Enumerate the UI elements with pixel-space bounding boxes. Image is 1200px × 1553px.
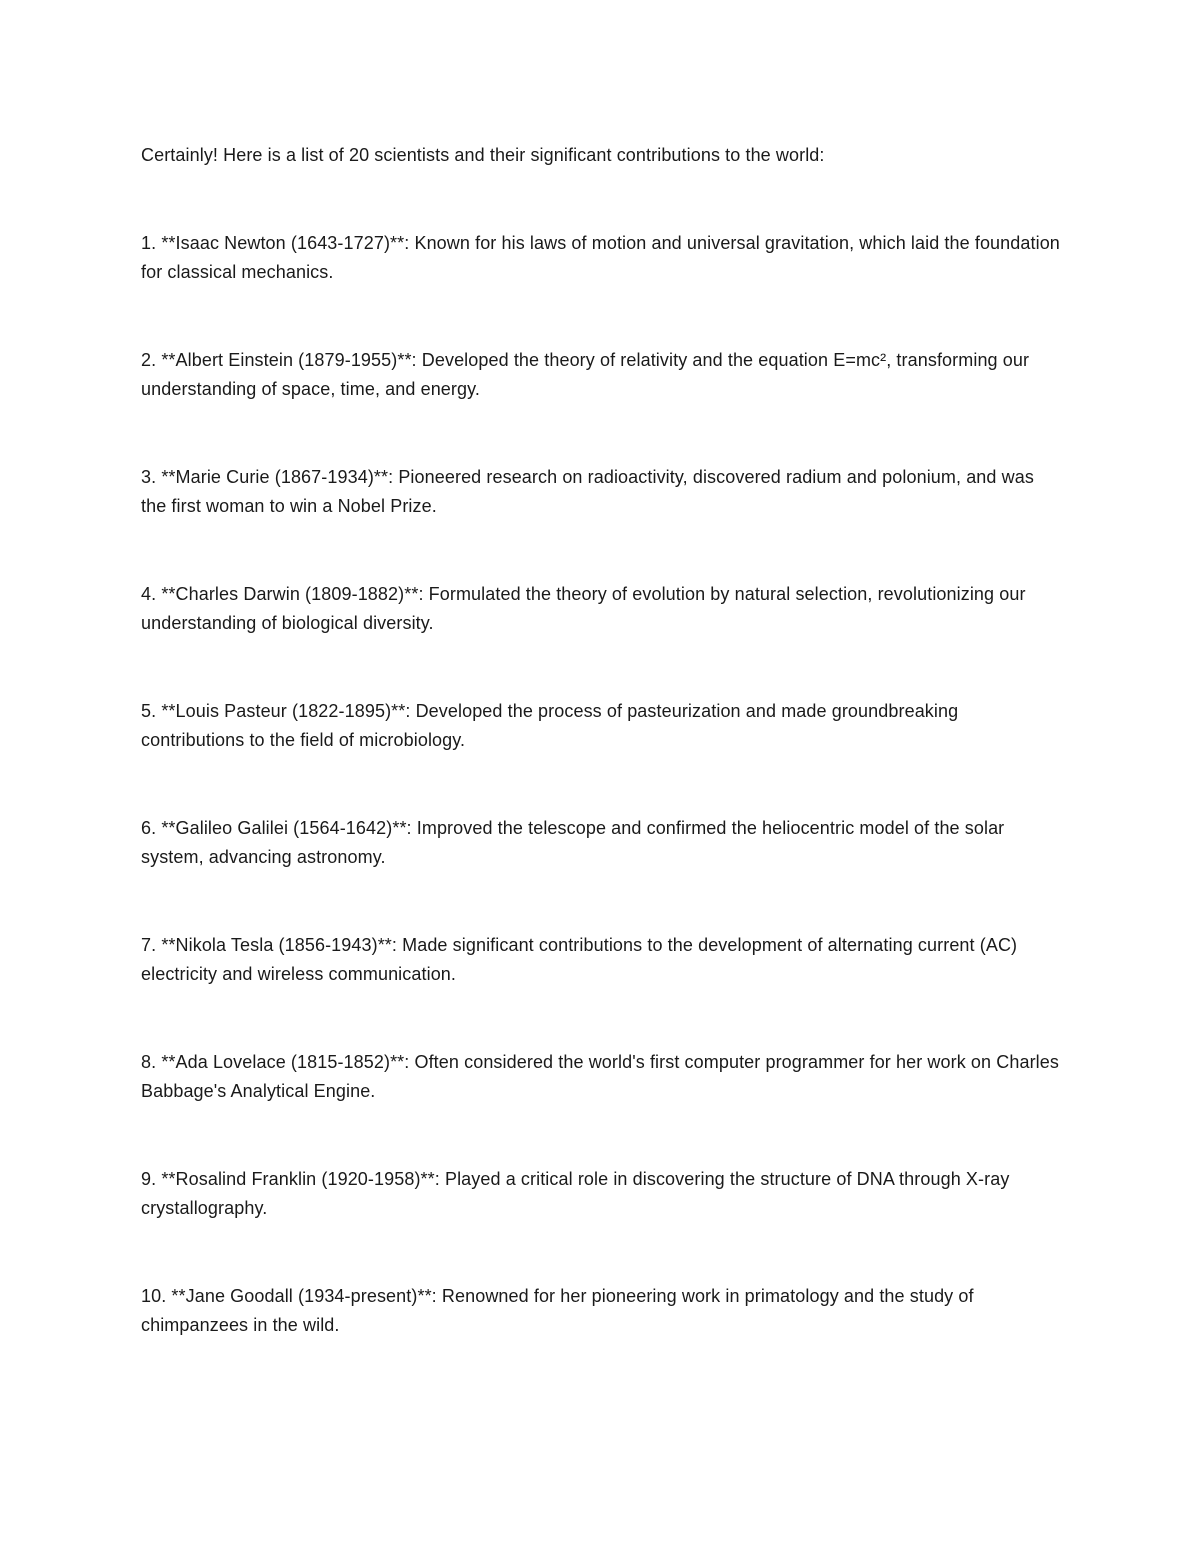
list-item-2: 2. **Albert Einstein (1879-1955)**: Developed the theory of relativity and the equation E=mc², transforming our understanding of space, time, and energy. — [141, 350, 1030, 399]
list-item-7: 7. **Nikola Tesla (1856-1943)**: Made significant contributions to the development of alternating current (AC) electricity and wireless communication. — [141, 935, 1018, 984]
list-item-9: 9. **Rosalind Franklin (1920-1958)**: Played a critical role in discovering the structure of DNA through X-ray crystallography. — [141, 1169, 1010, 1218]
intro-paragraph: Certainly! Here is a list of 20 scientists and their significant contributions to the world: — [141, 145, 825, 165]
list-item-10: 10. **Jane Goodall (1934-present)**: Renowned for her pioneering work in primatology and the study of chimpanzees in the wild. — [141, 1286, 974, 1335]
list-item-8: 8. **Ada Lovelace (1815-1852)**: Often considered the world's first computer programmer for her work on Charles Babbage's Analytical Engine. — [141, 1052, 1059, 1101]
list-item-1: 1. **Isaac Newton (1643-1727)**: Known for his laws of motion and universal gravitation, which laid the foundation for classical mechanics. — [141, 233, 1060, 282]
list-item-3: 3. **Marie Curie (1867-1934)**: Pioneered research on radioactivity, discovered radium and polonium, and was the first woman to win a Nobel Prize. — [141, 467, 1034, 516]
document-body — [141, 141, 1061, 1340]
list-item-6: 6. **Galileo Galilei (1564-1642)**: Improved the telescope and confirmed the heliocentric model of the solar system, advancing astronomy. — [141, 818, 1005, 867]
list-item-5: 5. **Louis Pasteur (1822-1895)**: Developed the process of pasteurization and made groundbreaking contributions to the field of microbiology. — [141, 701, 959, 750]
list-item-4: 4. **Charles Darwin (1809-1882)**: Formulated the theory of evolution by natural selection, revolutionizing our understanding of biological diversity. — [141, 584, 1026, 633]
